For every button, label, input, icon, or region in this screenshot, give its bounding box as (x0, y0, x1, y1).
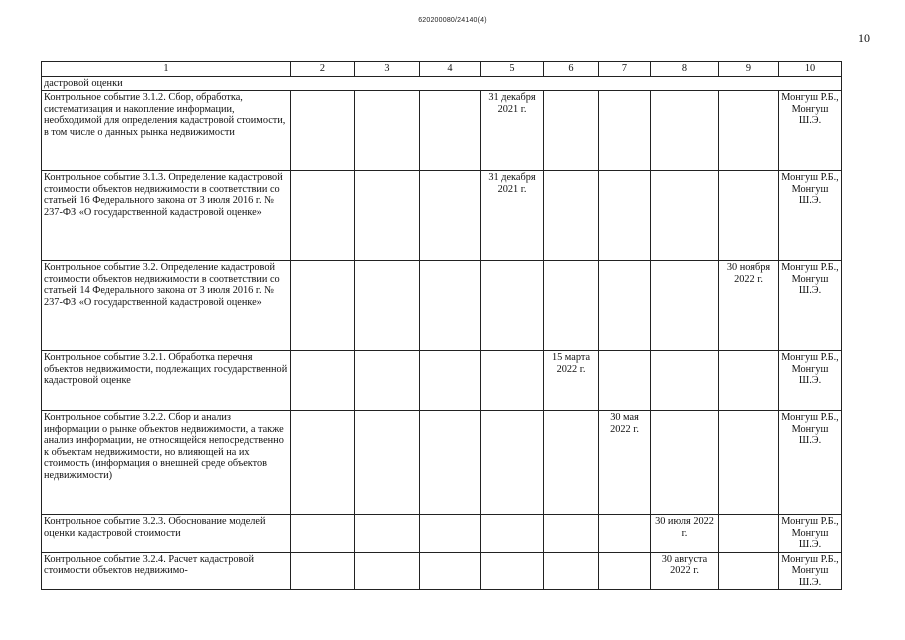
event-description: Контрольное событие 3.2.3. Обоснование моделей оценки кадастровой стоимости (42, 515, 291, 553)
table-row (42, 171, 842, 261)
page-number: 10 (858, 31, 870, 45)
event-description: Контрольное событие 3.2.2. Сбор и анализ информации о рынке объектов недвижимости, а также анализ информации, не относящейся непосредственно к объектам недвижимости, но влияющей на их стоимость (информация о внешней среде объектов недвижимости) (42, 411, 291, 515)
event-responsible: Монгуш Р.Б., Монгуш Ш.Э. (779, 552, 842, 590)
event-description: Контрольное событие 3.1.2. Сбор, обработка, систематизация и накопление информации, необходимой для определения кадастровой стоимости, в том числе о данных рынка недвижимости (42, 91, 291, 171)
continuation-text: дастровой оценки (42, 76, 842, 91)
table-row (42, 261, 842, 351)
event-responsible: Монгуш Р.Б., Монгуш Ш.Э. (779, 351, 842, 411)
column-header: 8 (651, 62, 719, 77)
document-id: 620200080/24140(4) (418, 17, 487, 24)
event-date: 30 ноября 2022 г. (719, 261, 779, 351)
event-description: Контрольное событие 3.2.4. Расчет кадастровой стоимости объектов недвижимо- (42, 552, 291, 590)
event-responsible: Монгуш Р.Б., Монгуш Ш.Э. (779, 515, 842, 553)
column-header: 2 (291, 62, 355, 77)
table-row (42, 552, 842, 590)
event-date: 30 августа 2022 г. (651, 552, 719, 590)
column-header: 10 (779, 62, 842, 77)
table-row (42, 76, 842, 91)
column-header: 6 (544, 62, 599, 77)
event-responsible: Монгуш Р.Б., Монгуш Ш.Э. (779, 261, 842, 351)
column-header: 1 (42, 62, 291, 77)
event-date: 30 июля 2022 г. (651, 515, 719, 553)
event-description: Контрольное событие 3.1.3. Определение кадастровой стоимости объектов недвижимости в соответствии со статьей 16 Федерального закона от 3 июля 2016 г. № 237-ФЗ «О государственной кадастровой оценке» (42, 171, 291, 261)
event-description: Контрольное событие 3.2. Определение кадастровой стоимости объектов недвижимости в соответствии со статьей 14 Федерального закона от 3 июля 2016 г. № 237-ФЗ «О государственной кадастровой оценке» (42, 261, 291, 351)
event-responsible: Монгуш Р.Б., Монгуш Ш.Э. (779, 171, 842, 261)
event-description: Контрольное событие 3.2.1. Обработка перечня объектов недвижимости, подлежащих государственной кадастровой оценке (42, 351, 291, 411)
table-row (42, 351, 842, 411)
table-row (42, 515, 842, 553)
column-header: 9 (719, 62, 779, 77)
event-date: 15 марта 2022 г. (544, 351, 599, 411)
event-date: 30 мая 2022 г. (599, 411, 651, 515)
event-responsible: Монгуш Р.Б., Монгуш Ш.Э. (779, 411, 842, 515)
column-header: 7 (599, 62, 651, 77)
event-date: 31 декабря 2021 г. (481, 91, 544, 171)
event-responsible: Монгуш Р.Б., Монгуш Ш.Э. (779, 91, 842, 171)
event-date: 31 декабря 2021 г. (481, 171, 544, 261)
column-header: 3 (355, 62, 420, 77)
control-events-table (41, 61, 842, 590)
table-row (42, 91, 842, 171)
column-header: 5 (481, 62, 544, 77)
column-header: 4 (420, 62, 481, 77)
table-row (42, 411, 842, 515)
column-number-row (42, 62, 842, 77)
